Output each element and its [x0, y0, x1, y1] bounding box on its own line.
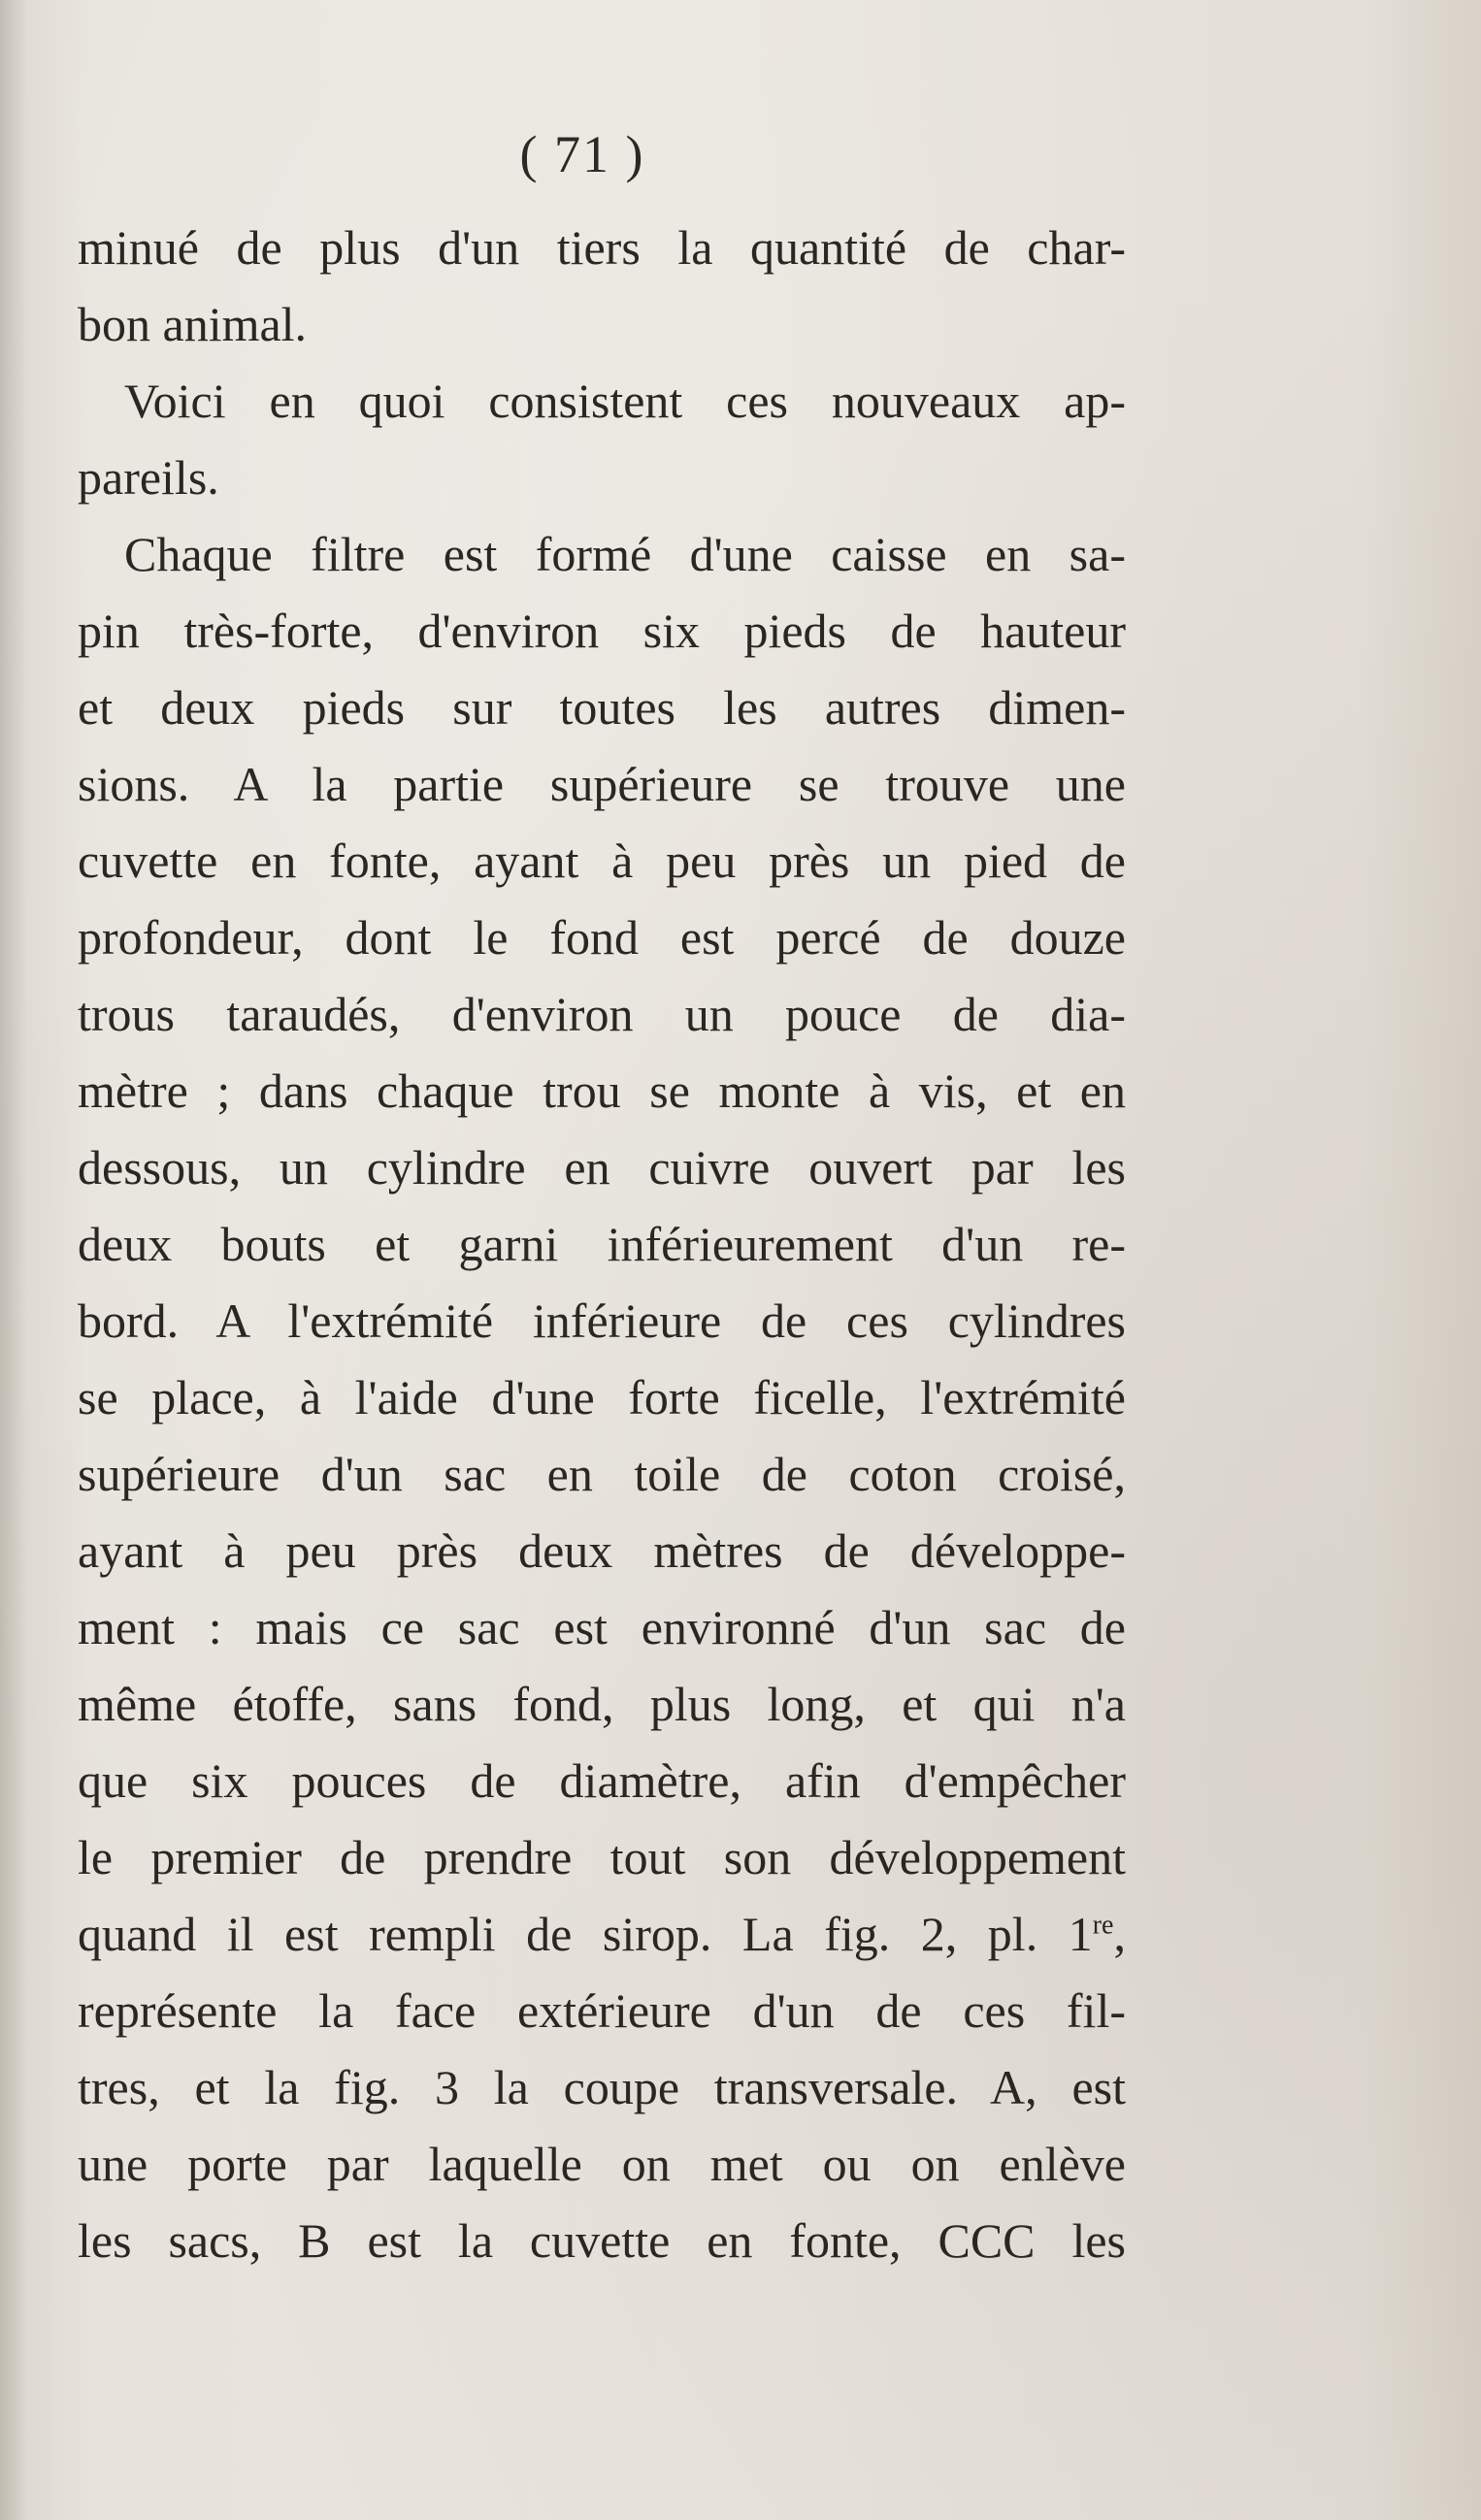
- text-line: pin très-forte, d'environ six pieds de hauteur: [78, 604, 1126, 658]
- text-line: deux bouts et garni inférieurement d'un re-: [78, 1217, 1126, 1271]
- body-text: [78, 210, 1126, 2279]
- text-line: dessous, un cylindre en cuivre ouvert par les: [78, 1140, 1126, 1195]
- text-segment: ,: [1113, 1907, 1126, 1961]
- text-line: une porte par laquelle on met ou on enlève: [78, 2137, 1126, 2191]
- text-line: cuvette en fonte, ayant à peu près un pied de: [78, 834, 1126, 888]
- text-line: même étoffe, sans fond, plus long, et qui n'a: [78, 1677, 1126, 1731]
- spine-shadow: [0, 0, 27, 2520]
- text-line: bon animal.: [78, 297, 308, 351]
- text-line: se place, à l'aide d'une forte ficelle, l'extrémité: [78, 1370, 1126, 1424]
- text-line: que six pouces de diamètre, afin d'empêcher: [78, 1753, 1126, 1808]
- text-line: ayant à peu près deux mètres de développe-: [78, 1523, 1126, 1578]
- text-line: Voici en quoi consistent ces nouveaux ap-: [124, 374, 1126, 428]
- text-segment: quand il est rempli de sirop. La fig. 2, pl. 1: [78, 1907, 1093, 1961]
- text-line: supérieure d'un sac en toile de coton croisé,: [78, 1447, 1126, 1501]
- ordinal-superscript: re: [1092, 1910, 1114, 1941]
- text-line: minué de plus d'un tiers la quantité de char-: [78, 220, 1126, 275]
- text-line: bord. A l'extrémité inférieure de ces cylindres: [78, 1293, 1126, 1348]
- text-line: trous taraudés, d'environ un pouce de dia-: [78, 987, 1126, 1041]
- text-line: et deux pieds sur toutes les autres dimen-: [78, 680, 1126, 735]
- text-line: profondeur, dont le fond est percé de douze: [78, 910, 1126, 965]
- text-line: tres, et la fig. 3 la coupe transversale. A, est: [78, 2060, 1126, 2114]
- text-line: le premier de prendre tout son développement: [78, 1830, 1126, 1884]
- text-line-with-superscript: [78, 1896, 1126, 1973]
- text-line: ment : mais ce sac est environné d'un sac de: [78, 1600, 1126, 1654]
- text-line: sions. A la partie supérieure se trouve une: [78, 757, 1126, 811]
- text-line: pareils.: [78, 450, 219, 505]
- text-line: les sacs, B est la cuvette en fonte, CCC les: [78, 2213, 1126, 2268]
- text-line: Chaque filtre est formé d'une caisse en sa-: [124, 527, 1126, 581]
- page-number: ( 71 ): [519, 125, 645, 183]
- text-line: représente la face extérieure d'un de ces fil-: [78, 1983, 1126, 2038]
- text-line: mètre ; dans chaque trou se monte à vis, et en: [78, 1064, 1126, 1118]
